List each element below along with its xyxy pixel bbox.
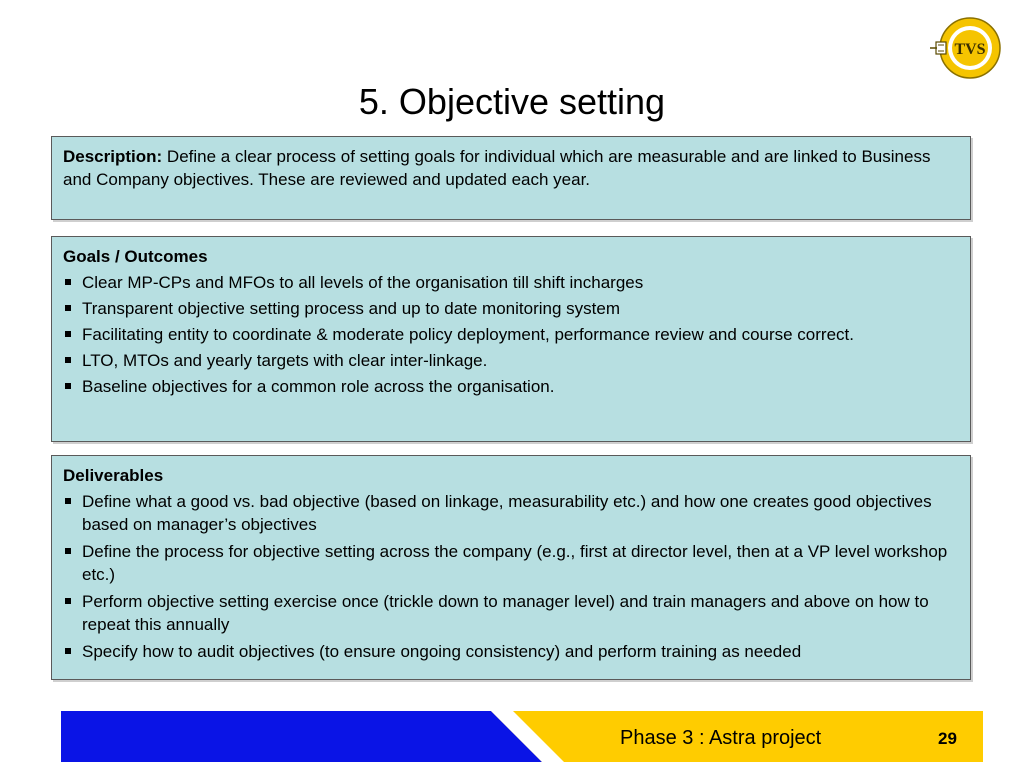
list-item: Specify how to audit objectives (to ensure ongoing consistency) and perform training as needed <box>63 640 958 663</box>
logo-text: TVS <box>954 41 986 58</box>
list-item: Define what a good vs. bad objective (based on linkage, measurability etc.) and how one creates good objectives based on manager’s objectives <box>63 490 958 536</box>
footer-band <box>61 711 983 762</box>
goals-box <box>51 236 971 442</box>
description-box <box>51 136 971 220</box>
list-item: Facilitating entity to coordinate & moderate policy deployment, performance review and course correct. <box>63 323 958 346</box>
footer-project-label: Phase 3 : Astra project <box>620 727 822 749</box>
goals-heading: Goals / Outcomes <box>63 247 208 266</box>
slide-title: 5. Objective setting <box>358 81 666 122</box>
goals-list <box>63 271 958 398</box>
list-item: Clear MP-CPs and MFOs to all levels of the organisation till shift incharges <box>63 271 958 294</box>
deliverables-box <box>51 455 971 680</box>
list-item: LTO, MTOs and yearly targets with clear inter-linkage. <box>63 349 958 372</box>
page-number: 29 <box>938 729 957 748</box>
list-item: Perform objective setting exercise once (trickle down to manager level) and train managers and above on how to repeat this annually <box>63 590 958 636</box>
bullet-icon <box>65 498 71 504</box>
deliverables-heading: Deliverables <box>63 466 164 485</box>
description-text: Define a clear process of setting goals for individual which are measurable and are linked to Business and Company objectives. These are reviewed and updated each year. <box>63 147 931 189</box>
bullet-icon <box>65 383 71 389</box>
bullet-icon <box>65 648 71 654</box>
company-logo <box>930 14 1004 82</box>
list-item: Transparent objective setting process and up to date monitoring system <box>63 297 958 320</box>
bullet-icon <box>65 331 71 337</box>
bullet-icon <box>65 279 71 285</box>
deliverables-list <box>63 490 958 663</box>
bullet-icon <box>65 357 71 363</box>
bullet-icon <box>65 548 71 554</box>
bullet-icon <box>65 305 71 311</box>
list-item: Baseline objectives for a common role across the organisation. <box>63 375 958 398</box>
list-item: Define the process for objective setting across the company (e.g., first at director level, then at a VP level workshop etc.) <box>63 540 958 586</box>
bullet-icon <box>65 598 71 604</box>
description-label: Description: <box>63 147 163 166</box>
